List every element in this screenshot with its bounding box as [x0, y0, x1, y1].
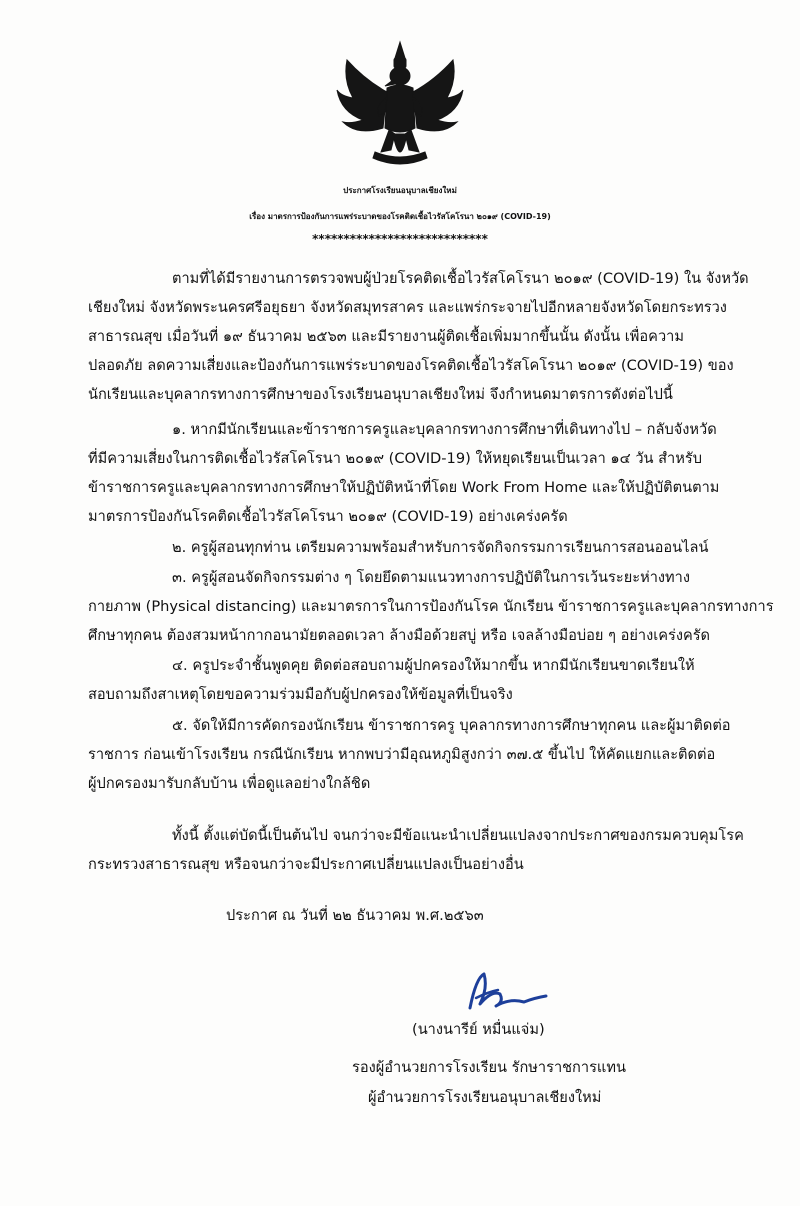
signer-position: ผู้อำนวยการโรงเรียนอนุบาลเชียงใหม่	[368, 1089, 602, 1106]
closing-line: กระทรวงสาธารณสุข หรือจนกว่าจะมีประกาศเปลี่ยนแปลงเป็นอย่างอื่น	[88, 856, 524, 873]
title-separator: ****************************	[312, 232, 488, 246]
intro-line: เชียงใหม่ จังหวัดพระนครศรีอยุธยา จังหวัดสมุทรสาคร และแพร่กระจายไปอีกหลายจังหวัดโดยกระทรวง	[88, 299, 727, 316]
measure-item-4-line: สอบถามถึงสาเหตุโดยขอความร่วมมือกับผู้ปกครองให้ข้อมูลที่เป็นจริง	[88, 686, 513, 703]
measure-item-5-line: ผู้ปกครองมารับกลับบ้าน เพื่อดูแลอย่างใกล้ชิด	[88, 775, 371, 792]
measure-item-5: ๕. จัดให้มีการคัดกรองนักเรียน ข้าราชการครู บุคลากรทางการศึกษาทุกคน และผู้มาติดต่อ	[172, 717, 731, 734]
measure-item-3-line: กายภาพ (Physical distancing) และมาตรการในการป้องกันโรค นักเรียน ข้าราชการครูและบุคลากรทางการ	[88, 598, 774, 615]
measure-item-3-line: ศึกษาทุกคน ต้องสวมหน้ากากอนามัยตลอดเวลา ล้างมือด้วยสบู่ หรือ เจลล้างมือบ่อย ๆ อย่างเคร่งครัด	[88, 627, 711, 644]
measure-item-2: ๒. ครูผู้สอนทุกท่าน เตรียมความพร้อมสำหรับการจัดกิจกรรมการเรียนการสอนออนไลน์	[172, 539, 709, 556]
signer-position: รองผู้อำนวยการโรงเรียน รักษาราชการแทน	[352, 1059, 626, 1076]
intro-line: ปลอดภัย ลดความเสี่ยงและป้องกันการแพร่ระบาดของโรคติดเชื้อไวรัสโคโรนา ๒๐๑๙ (COVID-19) ของ	[88, 357, 734, 374]
measure-item-4: ๔. ครูประจำชั้นพูดคุย ติดต่อสอบถามผู้ปกครองให้มากขึ้น หากมีนักเรียนขาดเรียนให้	[172, 657, 695, 674]
measure-item-1: ๑. หากมีนักเรียนและข้าราชการครูและบุคลากรทางการศึกษาที่เดินทางไป – กลับจังหวัด	[172, 421, 717, 438]
handwritten-signature	[462, 968, 552, 1018]
signer-name: (นางนารีย์ หมื่นแจ่ม)	[412, 1021, 545, 1038]
announcement-subject: เรื่อง มาตรการป้องกันการแพร่ระบาดของโรคติดเชื้อไวรัสโคโรนา ๒๐๑๙ (COVID-19)	[249, 212, 551, 221]
closing-line: ทั้งนี้ ตั้งแต่บัดนี้เป็นต้นไป จนกว่าจะมีข้อแนะนำเปลี่ยนแปลงจากประกาศของกรมควบคุมโรค	[172, 827, 744, 844]
measure-item-3: ๓. ครูผู้สอนจัดกิจกรรมต่าง ๆ โดยยึดตามแนวทางการปฏิบัติในการเว้นระยะห่างทาง	[172, 569, 690, 586]
garuda-emblem-icon	[335, 40, 465, 175]
intro-line: ตามที่ได้มีรายงานการตรวจพบผู้ป่วยโรคติดเชื้อไวรัสโคโรนา ๒๐๑๙ (COVID-19) ใน จังหวัด	[172, 270, 749, 287]
measure-item-1-line: ที่มีความเสี่ยงในการติดเชื้อไวรัสโคโรนา ๒๐๑๙ (COVID-19) ให้หยุดเรียนเป็นเวลา ๑๔ วัน สำหรับ	[88, 450, 702, 467]
announcement-title: ประกาศโรงเรียนอนุบาลเชียงใหม่	[343, 186, 457, 195]
measure-item-5-line: ราชการ ก่อนเข้าโรงเรียน กรณีนักเรียน หากพบว่ามีอุณหภูมิสูงกว่า ๓๗.๕ ขึ้นไป ให้คัดแยกและติดต่อ	[88, 746, 716, 763]
intro-line: นักเรียนและบุคลากรทางการศึกษาของโรงเรียนอนุบาลเชียงใหม่ จึงกำหนดมาตรการดังต่อไปนี้	[88, 386, 673, 403]
measure-item-1-line: มาตรการป้องกันโรคติดเชื้อไวรัสโคโรนา ๒๐๑๙ (COVID-19) อย่างเคร่งครัด	[88, 508, 568, 525]
measure-item-1-line: ข้าราชการครูและบุคลากรทางการศึกษาให้ปฏิบัติหน้าที่โดย Work From Home และให้ปฏิบัติตนตาม	[88, 479, 720, 496]
intro-line: สาธารณสุข เมื่อวันที่ ๑๙ ธันวาคม ๒๕๖๓ และมีรายงานผู้ติดเชื้อเพิ่มมากขึ้นนั้น ดังนั้น เพื่อความ	[88, 328, 684, 345]
announcement-date: ประกาศ ณ วันที่ ๒๒ ธันวาคม พ.ศ.๒๕๖๓	[226, 907, 484, 924]
